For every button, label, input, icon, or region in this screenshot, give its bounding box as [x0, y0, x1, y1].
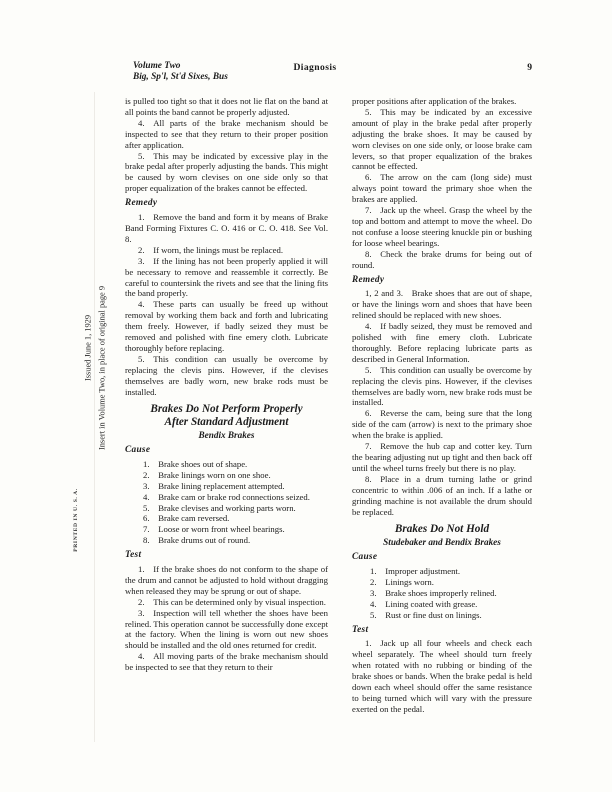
paragraph: 7. Jack up the wheel. Grasp the wheel by the top and bottom and attempt to move the wheel. Do not confuse a loose steering knuckle pin or bushing for loose wheel bearings.: [352, 205, 532, 248]
paragraph: 7. Remove the hub cap and cotter key. Turn the bearing adjusting nut up tight and then back off until the wheel turns freely but there is no play.: [352, 441, 532, 473]
section-subtitle: Studebaker and Bendix Brakes: [383, 537, 501, 548]
paragraph: 5. This may be indicated by excessive play in the brake pedal after properly adjusting the bands. This might be caused by worn clevises on one side only so that proper equalization of the brakes cannot be effected.: [125, 150, 328, 194]
insert-note: Insert in Volume Two, in place of original page 9: [97, 285, 107, 451]
paragraph: 4. All moving parts of the brake mechanism should be inspected to see that they return to their: [125, 651, 328, 673]
list-item: 3. Brake shoes improperly relined.: [370, 587, 497, 598]
list-item: 3. Brake lining replacement attempted.: [143, 480, 285, 491]
paragraph: 6. The arrow on the cam (long side) must always point toward the primary shoe when the brakes are applied.: [352, 172, 532, 205]
paragraph: 4. If badly seized, they must be removed and polished with fine emery cloth. Lubricate thoroughly. Before replacing lubricate parts as described in General Information.: [352, 321, 532, 364]
paragraph: 5. This condition can usually be overcome by replacing the clevis pins. However, if the clevises themselves are badly worn, new brake rods must be installed.: [352, 364, 532, 408]
page-header-volume: [133, 61, 228, 83]
page-number: 9: [527, 62, 532, 73]
paragraph: 5. This condition can usually be overcome by replacing the clevis pins. However, if the clevises themselves are badly worn, new brake rods must be installed.: [125, 353, 328, 397]
remedy-heading: Remedy: [125, 198, 158, 209]
cause-list: [125, 459, 328, 546]
paragraph: 2. This can be determined only by visual inspection.: [138, 596, 326, 607]
test-heading: Test: [352, 624, 369, 635]
paragraph: 4. All parts of the brake mechanism should be inspected to see that they return to their proper position after application.: [125, 117, 328, 150]
volume-title: Volume Two: [133, 61, 181, 71]
list-item: 4. Lining coated with grease.: [370, 598, 478, 609]
paragraph: 1. Remove the band and form it by means of Brake Band Forming Fixtures C. O. 416 or C. O. 418. See Vol. 8.: [125, 212, 328, 244]
paragraph: 2. If worn, the linings must be replaced.: [138, 244, 283, 255]
section-subtitle: Bendix Brakes: [198, 430, 255, 441]
volume-subtitle: Big, Sp'l, St'd Sixes, Bus: [133, 72, 228, 82]
paragraph: 3. Inspection will tell whether the shoes have been relined. This operation cannot be successfully done except at the factory. When the lining is worn out new shoes should be installed and the old ones returned for credit.: [125, 607, 328, 651]
diagnosis-title: Diagnosis: [293, 62, 337, 73]
list-item: 5. Rust or fine dust on linings.: [370, 609, 482, 620]
right-column: [352, 96, 532, 715]
printed-in-usa-note: PRINTED IN U. S. A.: [73, 488, 79, 552]
remedy-heading: Remedy: [352, 274, 385, 285]
paragraph: 3. If the lining has not been properly applied it will be necessary to remove and reassemble it correctly. Be careful to countersink the rivets and see that the lining fits the band properly.: [125, 255, 328, 299]
section-title: Brakes Do Not Hold: [394, 523, 490, 536]
list-item: 6. Brake cam reversed.: [143, 513, 230, 524]
paragraph: 8. Place in a drum turning lathe or grind concentric to within .006 of an inch. If a lathe or grinding machine is not available the drum should be replaced.: [352, 473, 532, 517]
paragraph: proper positions after application of the brakes.: [352, 96, 517, 106]
list-item: 7. Loose or worn front wheel bearings.: [143, 524, 285, 535]
paragraph: 1, 2 and 3. Brake shoes that are out of shape, or have the linings worn and shoes that have been relined should be replaced with new shoes.: [352, 288, 532, 321]
issued-date-note: Issued June 1, 1929: [83, 314, 93, 382]
test-heading: Test: [125, 550, 142, 561]
paragraph: is pulled too tight so that it does not lie flat on the band at all points the band cannot be properly adjusted.: [125, 96, 328, 117]
left-column: [125, 96, 328, 673]
section-title-line: Brakes Do Not Perform Properly: [150, 403, 303, 416]
cause-heading: Cause: [125, 444, 151, 455]
list-item: 2. Brake linings worn on one shoe.: [143, 469, 271, 480]
paragraph: 1. Jack up all four wheels and check each wheel separately. The wheel should turn freely when rotated with no rubbing or binding of the brake shoes or bands. When the brake pedal is held down each wheel should offer the same resistance to being turned which will vary with the pressure exerted on the pedal.: [352, 638, 532, 714]
list-item: 2. Linings worn.: [370, 576, 434, 587]
section-title: [125, 403, 328, 429]
page-fold-line: [94, 92, 95, 742]
paragraph: 4. These parts can usually be freed up without removal by working them back and forth and lubricating them freely. However, if badly seized they must be removed and polished with fine emery cloth. Lubricate thoroughly before replacing.: [125, 299, 328, 353]
paragraph: 8. Check the brake drums for being out of round.: [352, 248, 532, 270]
cause-heading: Cause: [352, 552, 378, 563]
list-item: 8. Brake drums out of round.: [143, 535, 251, 546]
section-title-line: After Standard Adjustment: [164, 416, 289, 429]
cause-list: [352, 566, 532, 621]
list-item: 5. Brake clevises and working parts worn.: [143, 502, 296, 513]
paragraph: 5. This may be indicated by an excessive amount of play in the brake pedal after properly adjusting the brake shoes. It may be caused by worn clevises on one side only, or loose brake cam levers, so that proper equalization of the brakes cannot be effected.: [352, 106, 532, 172]
list-item: 1. Improper adjustment.: [370, 566, 460, 577]
list-item: 1. Brake shoes out of shape.: [143, 458, 248, 469]
list-item: 4. Brake cam or brake rod connections seized.: [143, 491, 310, 502]
paragraph: 1. If the brake shoes do not conform to the shape of the drum and cannot be adjusted to hold without dragging when released they may be sprung or out of shape.: [125, 564, 328, 596]
paragraph: 6. Reverse the cam, being sure that the long side of the cam (arrow) is next to the primary shoe when the brake is applied.: [352, 408, 532, 441]
